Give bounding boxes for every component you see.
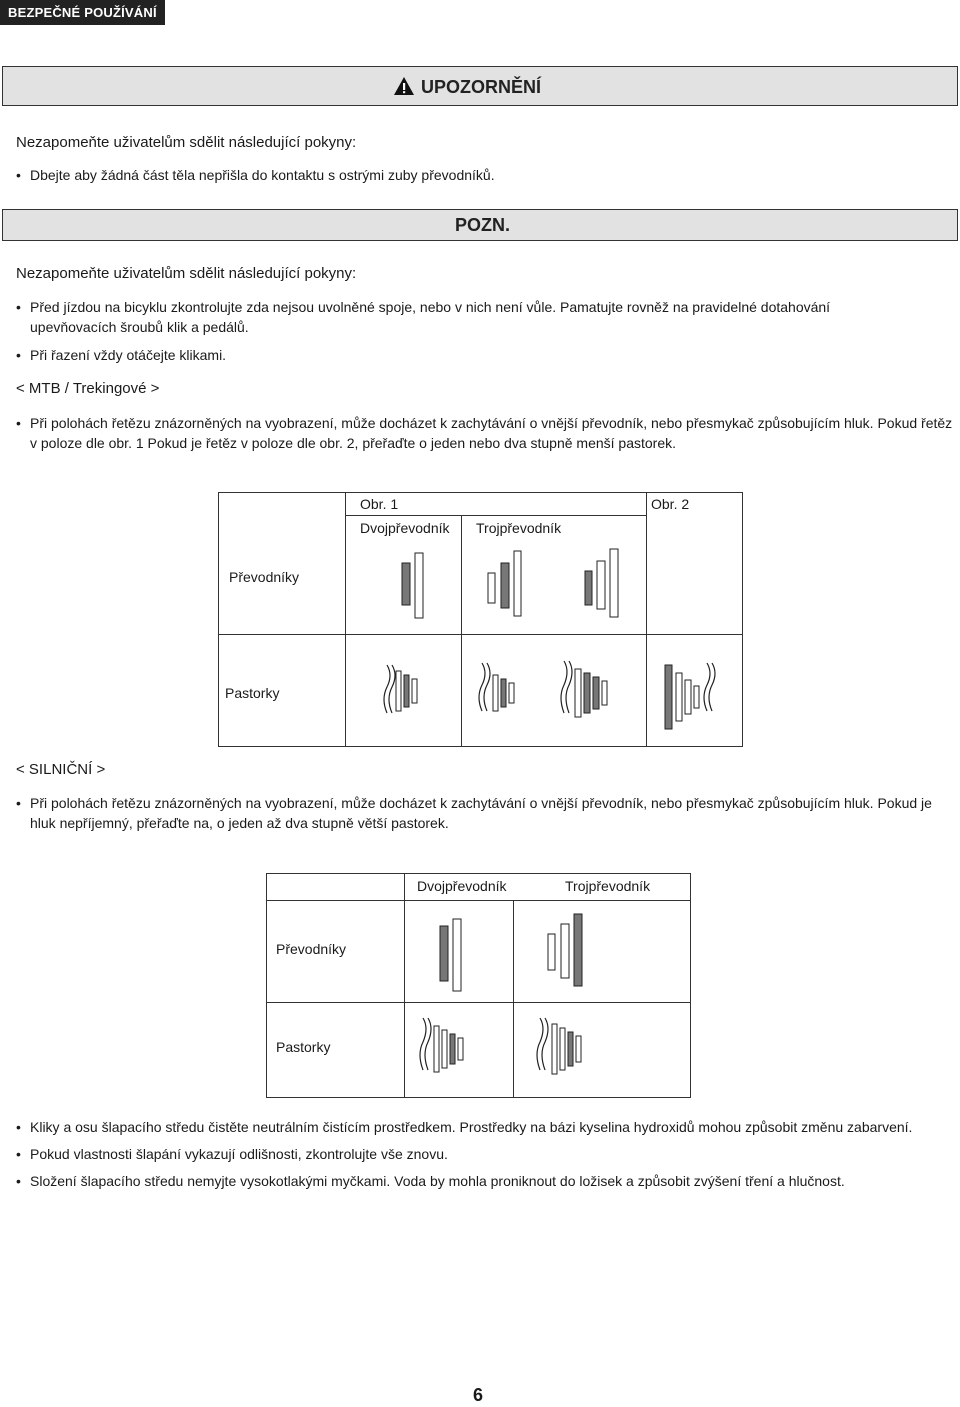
final-bullet-2: • Pokud vlastnosti šlapání vykazují odlišnosti, zkontrolujte vše znovu. (16, 1144, 956, 1164)
road-figure (266, 873, 691, 1098)
fig1-label: Obr. 1 (360, 496, 399, 512)
warning-title-wrap (393, 76, 541, 98)
road-sprockets-label: Pastorky (276, 1039, 331, 1055)
mtb-figure (218, 492, 743, 747)
mtb-drivetrain-drawing (219, 493, 742, 746)
mtb-bullet: • Při polohách řetězu znázorněných na vyobrazení, může docházet k zachytávání o vnější převodník, nebo přesmykač způsobujícím hluk. Pokud řetěz v poloze dle obr. 1 Pokud je řetěz v poloze dle obr. 2, přeřaďte o jeden nebo dva stupně menší pastorek. (16, 413, 958, 453)
road-drivetrain-drawing (267, 874, 690, 1097)
road-triple-label: Trojpřevodník (565, 878, 651, 894)
note-bullet-2: • Při řazení vždy otáčejte klikami. (16, 345, 916, 365)
chainrings-label: Převodníky (229, 569, 300, 585)
double-label: Dvojpřevodník (360, 520, 450, 536)
road-chainrings-label: Převodníky (276, 941, 347, 957)
warning-bullet: • Dbejte aby žádná část těla nepřišla do kontaktu s ostrými zuby převodníků. (16, 165, 946, 185)
warning-band (2, 66, 958, 106)
warning-title: UPOZORNĚNÍ (421, 77, 542, 97)
road-double-label: Dvojpřevodník (417, 878, 507, 894)
note-bullet-1: • Před jízdou na bicyklu zkontrolujte zda nejsou uvolněné spoje, nebo v nich není vůle. Pamatujte rovněž na pravidelné dotahování upevňovacích šroubů klik a pedálů. (16, 297, 906, 337)
section-tab: BEZPEČNÉ POUŽÍVÁNÍ (0, 0, 165, 25)
road-heading: < SILNIČNÍ > (16, 761, 106, 778)
triple-label: Trojpřevodník (476, 520, 562, 536)
page-number: 6 (473, 1385, 484, 1405)
note-band (2, 209, 958, 241)
fig2-label: Obr. 2 (651, 496, 690, 512)
mtb-heading: < MTB / Trekingové > (16, 380, 160, 397)
sprockets-label: Pastorky (225, 685, 280, 701)
final-bullet-3: • Složení šlapacího středu nemyjte vysokotlakými myčkami. Voda by mohla proniknout do ložisek a způsobit zvýšení tření a hlučnost. (16, 1171, 956, 1191)
warning-intro: Nezapomeňte uživatelům sdělit následující pokyny: (16, 134, 357, 151)
final-bullet-1: • Kliky a osu šlapacího středu čistěte neutrálním čistícím prostředkem. Prostředky na bázi kyselina hydroxidů mohou způsobit změnu zabarvení. (16, 1117, 956, 1137)
warning-triangle-icon (393, 76, 415, 96)
note-title: POZN. (455, 215, 511, 235)
road-bullet: • Při polohách řetězu znázorněných na vyobrazení, může docházet k zachytávání o vnější převodník, nebo přesmykač způsobujícím hluk. Pokud je hluk nepříjemný, přeřaďte na, o jeden až dva stupně větší pastorek. (16, 793, 946, 833)
note-intro: Nezapomeňte uživatelům sdělit následující pokyny: (16, 265, 357, 282)
